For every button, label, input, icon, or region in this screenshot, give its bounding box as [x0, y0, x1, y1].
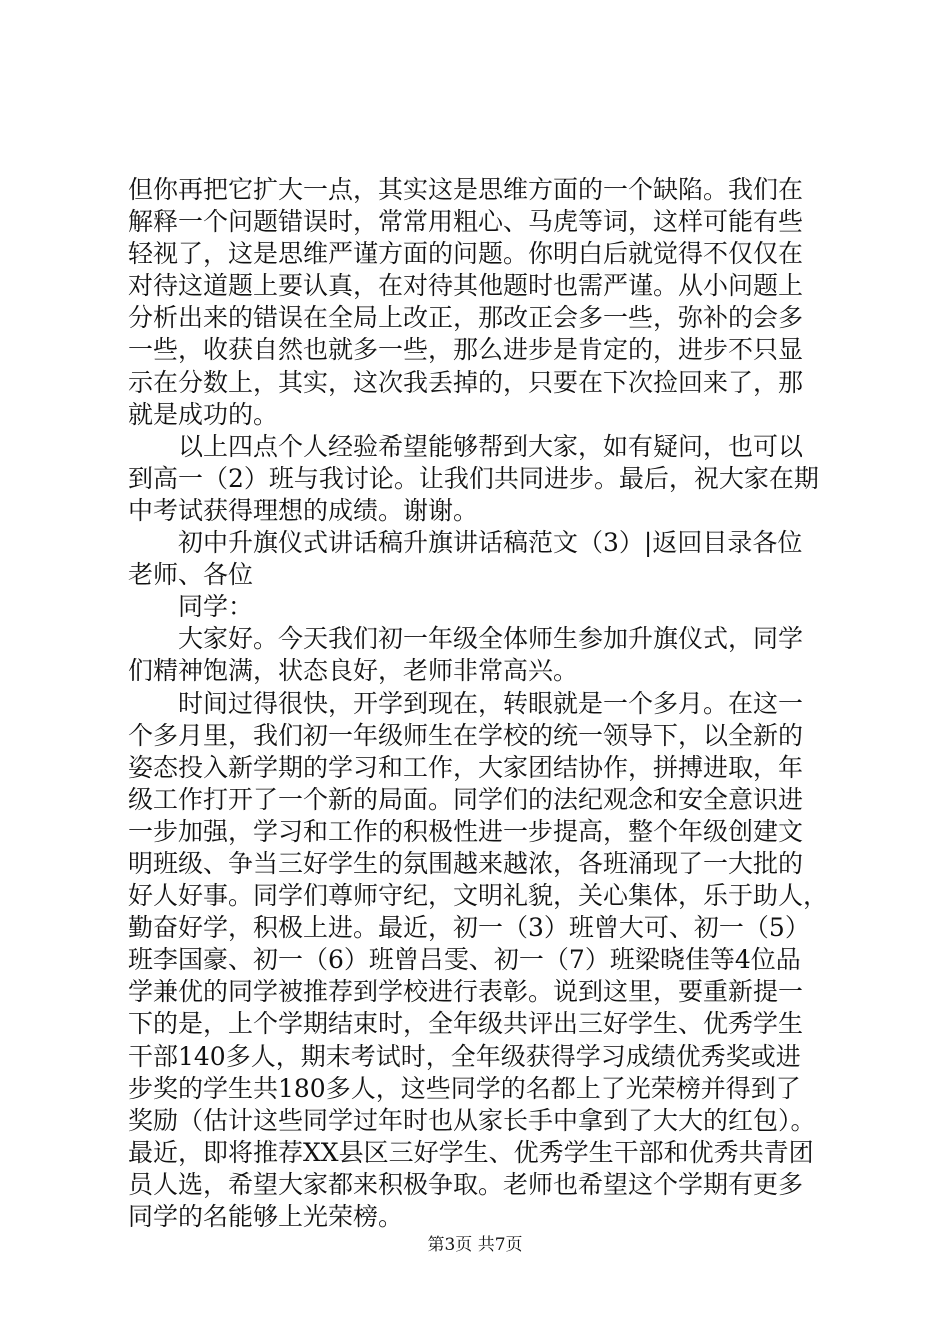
text-line: 同学的名能够上光荣榜。 — [128, 1202, 404, 1231]
text-line: 步奖的学生共180多人，这些同学的名都上了光荣榜并得到了 — [128, 1073, 801, 1103]
page-footer: 第3页 共7页 — [427, 1235, 523, 1255]
text-line: 同学： — [128, 592, 254, 622]
text-line: 中考试获得理想的成绩。谢谢。 — [128, 495, 479, 525]
text-line: 大家好。今天我们初一年级全体师生参加升旗仪式，同学 — [128, 624, 804, 654]
text-line: 就是成功的。 — [128, 399, 279, 429]
text-line: 一些，收获自然也就多一些，那么进步是肯定的，进步不只显 — [128, 335, 804, 365]
body-text — [128, 174, 832, 1233]
text-line: 干部140多人，期末考试时，全年级获得学习成绩优秀奖或进 — [128, 1041, 801, 1071]
text-line: 老师、各位 — [128, 560, 254, 590]
text-line: 班李国豪、初一（6）班曾吕雯、初一（7）班梁晓佳等4位品 — [128, 945, 801, 975]
text-line: 学兼优的同学被推荐到学校进行表彰。说到这里，要重新提一 — [128, 977, 804, 1007]
text-line: 解释一个问题错误时，常常用粗心、马虎等词，这样可能有些 — [128, 207, 804, 237]
text-line: 以上四点个人经验希望能够帮到大家，如有疑问，也可以 — [128, 431, 804, 461]
text-line: 好人好事。同学们尊师守纪，文明礼貌，关心集体，乐于助人， — [128, 881, 829, 911]
text-line: 对待这道题上要认真，在对待其他题时也需严谨。从小问题上 — [128, 271, 804, 301]
text-line: 但你再把它扩大一点，其实这是思维方面的一个缺陷。我们在 — [128, 175, 804, 204]
text-line: 最近，即将推荐XX县区三好学生、优秀学生干部和优秀共青团 — [128, 1137, 814, 1167]
text-line: 明班级、争当三好学生的氛围越来越浓，各班涌现了一大批的 — [128, 848, 804, 878]
text-line: 一步加强，学习和工作的积极性进一步提高，整个年级创建文 — [128, 816, 804, 846]
text-line: 分析出来的错误在全局上改正，那改正会多一些，弥补的会多 — [128, 303, 804, 333]
text-line: 示在分数上，其实，这次我丢掉的，只要在下次捡回来了，那 — [128, 367, 804, 397]
text-line: 个多月里，我们初一年级师生在学校的统一领导下，以全新的 — [128, 720, 804, 750]
text-line: 员人选，希望大家都来积极争取。老师也希望这个学期有更多 — [128, 1169, 804, 1199]
text-line: 们精神饱满，状态良好，老师非常高兴。 — [128, 656, 579, 686]
text-line: 级工作打开了一个新的局面。同学们的法纪观念和安全意识进 — [128, 784, 804, 814]
text-line: 奖励（估计这些同学过年时也从家长手中拿到了大大的红包）。 — [128, 1105, 816, 1135]
text-line: 初中升旗仪式讲话稿升旗讲话稿范文（3）|返回目录各位 — [128, 528, 803, 558]
text-line: 勤奋好学，积极上进。最近，初一（3）班曾大可、初一（5） — [128, 913, 810, 943]
text-line: 到高一（2）班与我讨论。让我们共同进步。最后，祝大家在期 — [128, 463, 819, 493]
text-line: 姿态投入新学期的学习和工作，大家团结协作，拼搏进取，年 — [128, 752, 804, 782]
text-line: 轻视了，这是思维严谨方面的问题。你明白后就觉得不仅仅在 — [128, 239, 804, 269]
text-line: 下的是，上个学期结束时，全年级共评出三好学生、优秀学生 — [128, 1009, 804, 1039]
text-line: 时间过得很快，开学到现在，转眼就是一个多月。在这一 — [128, 688, 804, 718]
